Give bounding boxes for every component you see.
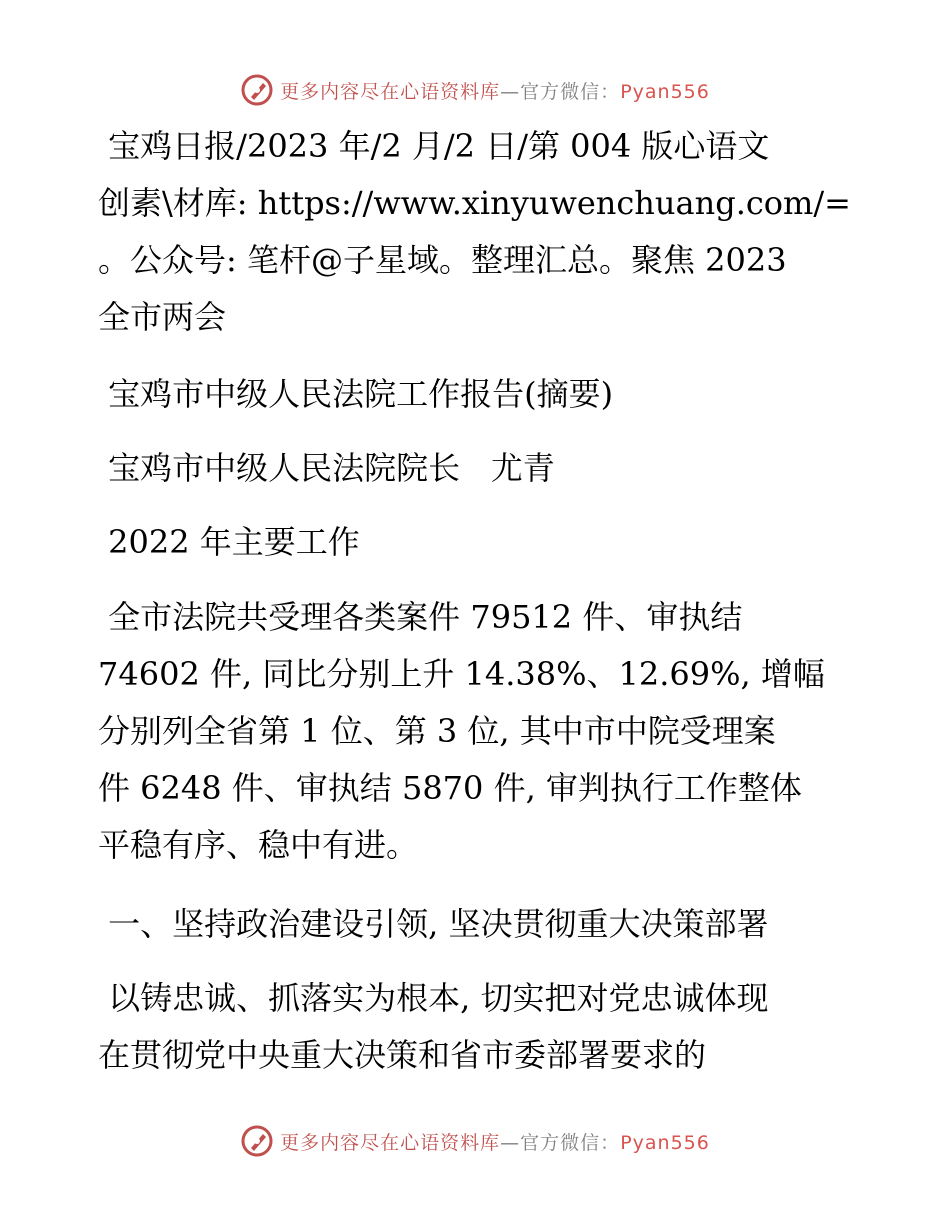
bottom-watermark-banner [0,1121,950,1161]
paragraph-line: 分别列全省第 1 位、第 3 位, 其中市中院受理案 [98,712,776,750]
paragraph-line: 74602 件, 同比分别上升 14.38%、12.69%, 增幅 [98,655,825,693]
paragraph-line: 件 6248 件、审执结 5870 件, 审判执行工作整体 [98,769,802,807]
report-title: 宝鸡市中级人民法院工作报告(摘要) [98,375,614,413]
paragraph-line: 以铸忠诚、抓落实为根本, 切实把对党忠诚体现 [98,979,769,1017]
part-one-paragraph [98,970,858,1084]
part-one-heading: 一、坚持政治建设引领, 坚决贯彻重大决策部署 [98,905,769,943]
paragraph-line: 全市法院共受理各类案件 79512 件、审执结 [98,598,743,636]
pen-circle-icon [240,1124,274,1158]
top-watermark-banner [0,70,950,110]
paragraph-line: 平稳有序、稳中有进。 [98,826,419,864]
report-author: 宝鸡市中级人民法院院长 尤青 [98,449,555,487]
pen-circle-icon [240,73,274,107]
header-line: 。公众号: 笔杆@子星域。整理汇总。聚焦 2023 [98,241,787,279]
paragraph-line: 在贯彻党中央重大决策和省市委部署要求的 [98,1036,707,1074]
banner-text: 更多内容尽在心语资料库—官方微信：Pyan556 [280,80,710,103]
section-heading: 2022 年主要工作 [98,523,360,561]
header-line: 创素\材库: https://www.xinyuwenchuang.com/= [98,184,851,222]
header-line: 宝鸡日报/2023 年/2 月/2 日/第 004 版心语文 [98,127,770,165]
document-header [98,118,858,346]
summary-paragraph [98,589,858,874]
header-line: 全市两会 [98,298,227,336]
banner-text: 更多内容尽在心语资料库—官方微信：Pyan556 [280,1131,710,1154]
